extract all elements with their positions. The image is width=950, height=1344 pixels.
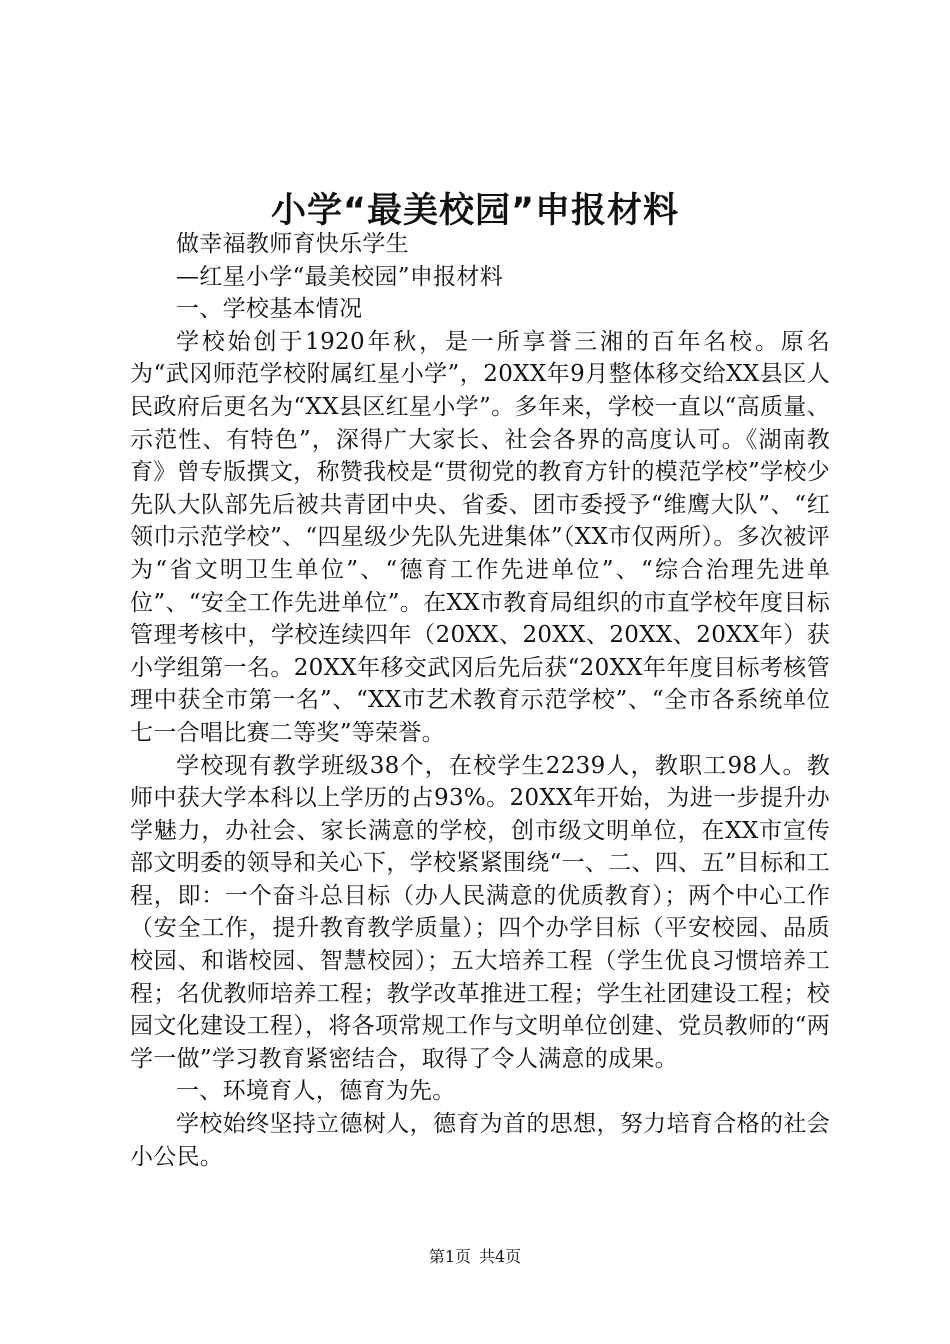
body-paragraph: 学校始终坚持立德树人，德育为首的思想，努力培育合格的社会小公民。 xyxy=(130,1111,830,1170)
page-number: 第1页 xyxy=(428,1247,471,1266)
subtitle-line: —红星小学“最美校园”申报材料 xyxy=(176,263,504,290)
section-heading: 一、学校基本情况 xyxy=(176,296,363,323)
body-paragraph: 学校始创于1920年秋，是一所享誉三湘的百年名校。原名为“武冈师范学校附属红星小学”，20XX年9月整体移交给XX县区人民政府后更名为“XX县区红星小学”。多年来，学校一直以“高质量、示范性、有特色”，深得广大家长、社会各界的高度认可。《湖南教育》曾专版撰文，称赞我校是“贯彻党的教育方针的模范学校”学校少先队大队部先后被共青团中央、省委、团市委授予“维鹰大队”、“红领巾示范学校”、“四星级少先队先进集体”（XX市仅两所）。多次被评为“省文明卫生单位”、“德育工作先进单位”、“综合治理先进单位”、“安全工作先进单位”。在XX市教育局组织的市直学校年度目标管理考核中，学校连续四年（20XX、20XX、20XX、20XX年）获小学组第一名。20XX年移交武冈后先后获“20XX年年度目标考核管理中获全市第一名”、“XX市艺术教育示范学校”、“全市各系统单位七一合唱比赛二等奖”等荣誉。 xyxy=(130,328,830,746)
section-heading: 一、环境育人，德育为先。 xyxy=(176,1078,456,1105)
subtitle-line: 做幸福教师育快乐学生 xyxy=(176,231,409,257)
document-body xyxy=(130,228,830,1173)
page-footer xyxy=(0,1244,950,1267)
body-paragraph: 学校现有教学班级38个，在校学生2239人，教职工98人。教师中获大学本科以上学历的占93%。20XX年开始，为进一步提升办学魅力，办社会、家长满意的学校，创市级文明单位，在XX市宣传部文明委的领导和关心下，学校紧紧围绕“一、二、四、五”目标和工程，即：一个奋斗总目标（办人民满意的优质教育）；两个中心工作（安全工作，提升教育教学质量）；四个办学目标（平安校园、品质校园、和谐校园、智慧校园）；五大培养工程（学生优良习惯培养工程；名优教师培养工程；教学改革推进工程；学生社团建设工程；校园文化建设工程），将各项常规工作与文明单位创建、党员教师的“两学一做”学习教育紧密结合，取得了令人满意的成果。 xyxy=(130,752,830,1072)
page-total: 共4页 xyxy=(479,1247,522,1266)
document-title: 小学“最美校园”申报材料 xyxy=(270,191,679,231)
